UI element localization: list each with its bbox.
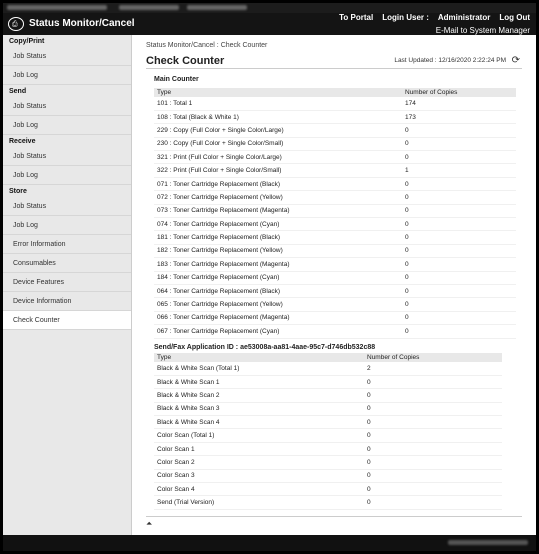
counter-type: Black & White Scan (Total 1): [154, 362, 364, 375]
counter-type: 183 : Toner Cartridge Replacement (Magenta): [154, 258, 402, 271]
counter-type: 322 : Print (Full Color + Single Color/Small): [154, 164, 402, 177]
table-row: [154, 258, 516, 271]
sidebar-item-copy-job-log[interactable]: Job Log: [3, 66, 131, 85]
sidebar: [3, 35, 132, 535]
counter-value: 0: [402, 311, 516, 324]
counter-value: 0: [402, 218, 516, 231]
table-row: [154, 284, 516, 297]
printer-logo-icon: ⎙: [8, 17, 24, 31]
column-header: Number of Copies: [402, 88, 516, 97]
app-title: Status Monitor/Cancel: [29, 18, 135, 29]
counter-value: 0: [364, 429, 502, 442]
counter-value: 0: [402, 191, 516, 204]
table-row: [154, 191, 516, 204]
table-row: [154, 110, 516, 123]
counter-type: 066 : Toner Cartridge Replacement (Magenta): [154, 311, 402, 324]
table-row: [154, 137, 516, 150]
counter-type: 072 : Toner Cartridge Replacement (Yellow): [154, 191, 402, 204]
counter-value: 0: [402, 258, 516, 271]
back-to-top-icon[interactable]: ⏶: [146, 519, 153, 528]
to-portal-link[interactable]: To Portal: [339, 13, 374, 22]
counter-type: Black & White Scan 3: [154, 402, 364, 415]
counter-type: Send (Trial Version): [154, 496, 364, 509]
main-counter-title: Main Counter: [154, 76, 199, 83]
column-header: Type: [154, 353, 364, 362]
counter-value: 0: [402, 124, 516, 137]
logout-link[interactable]: Log Out: [499, 13, 530, 22]
counter-type: 181 : Toner Cartridge Replacement (Black): [154, 231, 402, 244]
table-row: [154, 389, 502, 402]
login-user-name: Administrator: [437, 13, 491, 22]
counter-type: Color Scan 4: [154, 483, 364, 496]
send-fax-table: [154, 353, 502, 510]
table-row: [154, 231, 516, 244]
table-row: [154, 177, 516, 190]
table-row: [154, 124, 516, 137]
sidebar-item-store-job-log[interactable]: Job Log: [3, 216, 131, 235]
copyright: [448, 540, 528, 545]
sidebar-item-error-information[interactable]: Error Information: [3, 235, 131, 254]
counter-value: 0: [402, 137, 516, 150]
counter-type: 065 : Toner Cartridge Replacement (Yellow): [154, 298, 402, 311]
table-row: [154, 311, 516, 324]
main-counter-table: [154, 88, 516, 339]
table-row: [154, 402, 502, 415]
counter-type: 108 : Total (Black & White 1): [154, 110, 402, 123]
counter-value: 173: [402, 110, 516, 123]
counter-type: Color Scan 2: [154, 456, 364, 469]
counter-value: 2: [364, 362, 502, 375]
sidebar-item-receive-job-status[interactable]: Job Status: [3, 147, 131, 166]
sidebar-item-device-features[interactable]: Device Features: [3, 273, 131, 292]
counter-value: 0: [402, 284, 516, 297]
table-row: [154, 325, 516, 338]
counter-type: 073 : Toner Cartridge Replacement (Magenta): [154, 204, 402, 217]
sidebar-item-device-information[interactable]: Device Information: [3, 292, 131, 311]
counter-type: 101 : Total 1: [154, 97, 402, 110]
counter-value: 0: [364, 402, 502, 415]
counter-type: 064 : Toner Cartridge Replacement (Black): [154, 284, 402, 297]
table-row: [154, 271, 516, 284]
table-row: [154, 97, 516, 110]
counter-value: 0: [402, 177, 516, 190]
counter-value: 0: [402, 298, 516, 311]
footer: [3, 535, 536, 551]
counter-value: 0: [402, 151, 516, 164]
counter-value: 0: [364, 442, 502, 455]
bottom-divider: [146, 516, 522, 517]
counter-value: 0: [364, 456, 502, 469]
counter-type: 229 : Copy (Full Color + Single Color/Large): [154, 124, 402, 137]
counter-value: 0: [402, 204, 516, 217]
counter-value: 0: [364, 496, 502, 509]
send-fax-title: Send/Fax Application ID : ae53008a-aa81-4aae-95c7-d746db532c88: [154, 344, 376, 351]
table-row: [154, 416, 502, 429]
table-row: [154, 218, 516, 231]
login-user-label: Login User :: [382, 13, 429, 22]
table-row: [154, 164, 516, 177]
sidebar-item-consumables[interactable]: Consumables: [3, 254, 131, 273]
sidebar-item-send-job-status[interactable]: Job Status: [3, 97, 131, 116]
refresh-icon[interactable]: ⟳: [511, 55, 520, 66]
counter-value: 0: [402, 271, 516, 284]
table-row: [154, 244, 516, 257]
last-updated: Last Updated : 12/16/2020 2:22:24 PM: [394, 57, 506, 64]
counter-type: 184 : Toner Cartridge Replacement (Cyan): [154, 271, 402, 284]
table-row: [154, 375, 502, 388]
page-title: Check Counter: [146, 55, 225, 67]
counter-type: Black & White Scan 4: [154, 416, 364, 429]
counter-value: 0: [402, 244, 516, 257]
counter-value: 0: [402, 325, 516, 338]
column-header: Number of Copies: [364, 353, 502, 362]
counter-value: 0: [364, 375, 502, 388]
counter-value: 0: [364, 416, 502, 429]
counter-type: 230 : Copy (Full Color + Single Color/Small): [154, 137, 402, 150]
sidebar-item-receive-job-log[interactable]: Job Log: [3, 166, 131, 185]
counter-type: 321 : Print (Full Color + Single Color/Large): [154, 151, 402, 164]
top-header: [3, 13, 536, 35]
sidebar-item-copy-job-status[interactable]: Job Status: [3, 47, 131, 66]
main-content: [132, 35, 536, 535]
table-row: [154, 496, 502, 509]
counter-type: 182 : Toner Cartridge Replacement (Yellow): [154, 244, 402, 257]
title-divider: [146, 68, 522, 69]
sidebar-group-send: Send: [9, 88, 27, 95]
counter-type: 074 : Toner Cartridge Replacement (Cyan): [154, 218, 402, 231]
sidebar-item-check-counter[interactable]: Check Counter: [3, 311, 131, 330]
table-row: [154, 483, 502, 496]
table-row: [154, 429, 502, 442]
device-info-bar: [3, 3, 536, 13]
table-row: [154, 456, 502, 469]
counter-value: 0: [364, 389, 502, 402]
sidebar-group-copy-print: Copy/Print: [9, 38, 45, 45]
counter-type: Black & White Scan 2: [154, 389, 364, 402]
column-header: Type: [154, 88, 402, 97]
breadcrumb: Status Monitor/Cancel : Check Counter: [146, 42, 268, 49]
sidebar-group-receive: Receive: [9, 138, 36, 145]
email-system-manager-link[interactable]: E-Mail to System Manager: [435, 26, 530, 35]
counter-type: Color Scan 3: [154, 469, 364, 482]
counter-value: 0: [402, 231, 516, 244]
counter-type: 071 : Toner Cartridge Replacement (Black): [154, 177, 402, 190]
counter-type: Color Scan 1: [154, 442, 364, 455]
sidebar-group-store: Store: [9, 188, 27, 195]
counter-type: 067 : Toner Cartridge Replacement (Cyan): [154, 325, 402, 338]
table-row: [154, 362, 502, 375]
table-row: [154, 151, 516, 164]
sidebar-item-send-job-log[interactable]: Job Log: [3, 116, 131, 135]
counter-value: 174: [402, 97, 516, 110]
top-links: [339, 13, 530, 22]
table-row: [154, 204, 516, 217]
table-row: [154, 442, 502, 455]
table-row: [154, 469, 502, 482]
sidebar-item-store-job-status[interactable]: Job Status: [3, 197, 131, 216]
counter-value: 0: [364, 483, 502, 496]
counter-value: 0: [364, 469, 502, 482]
counter-type: Black & White Scan 1: [154, 375, 364, 388]
counter-type: Color Scan (Total 1): [154, 429, 364, 442]
counter-value: 1: [402, 164, 516, 177]
table-row: [154, 298, 516, 311]
